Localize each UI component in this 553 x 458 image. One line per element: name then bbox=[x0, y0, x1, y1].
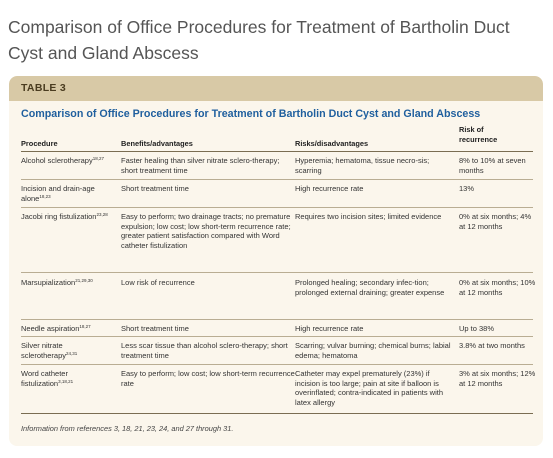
table-footnote: Information from references 3, 18, 21, 23, 24, and 27 through 31. bbox=[21, 424, 234, 433]
recurrence-cell: 0% at six months; 10% at 12 months bbox=[459, 278, 536, 297]
row-divider bbox=[21, 364, 533, 365]
header-rule bbox=[21, 151, 533, 152]
header-benefits: Benefits/advantages bbox=[121, 139, 193, 148]
benefits-cell: Easy to perform; low cost; low short-term recurrence rate bbox=[121, 369, 295, 388]
header-procedure: Procedure bbox=[21, 139, 58, 148]
table-label: TABLE 3 bbox=[21, 82, 67, 94]
table-caption: Comparison of Office Procedures for Treatment of Bartholin Duct Cyst and Gland Abscess bbox=[21, 108, 481, 120]
table-card bbox=[9, 76, 543, 446]
reference-superscript: 23,28 bbox=[96, 212, 108, 217]
recurrence-cell: 3.8% at two months bbox=[459, 341, 525, 350]
benefits-cell: Less scar tissue than alcohol sclero-therapy; short treatment time bbox=[121, 341, 288, 360]
procedure-cell: Silver nitrate sclerotherapy$^{24,31}$ bbox=[21, 341, 78, 360]
recurrence-cell: Up to 38% bbox=[459, 324, 495, 333]
benefits-cell: Easy to perform; two drainage tracts; no premature expulsion; low cost; low short-term recurrence rate; greater patient satisfaction compared with Word catheter fistulization bbox=[121, 212, 291, 250]
table-bottom-rule bbox=[21, 413, 533, 414]
page-title: Comparison of Office Procedures for Treatment of Bartholin Duct Cyst and Gland Abscess bbox=[8, 16, 510, 63]
risks-cell: Requires two incision sites; limited evidence bbox=[295, 212, 442, 221]
recurrence-cell: 8% to 10% at seven months bbox=[459, 156, 526, 175]
reference-superscript: 18,27 bbox=[92, 156, 104, 161]
reference-superscript: 3,18,21 bbox=[58, 378, 74, 384]
row-divider bbox=[21, 207, 533, 208]
reference-superscript: 21,29,30 bbox=[75, 278, 93, 283]
risks-cell: Scarring; vulvar burning; chemical burns; labial edema; hematoma bbox=[295, 341, 451, 360]
row-divider bbox=[21, 179, 533, 180]
header-recurrence-line1: Risk of bbox=[459, 125, 484, 134]
row-divider bbox=[21, 272, 533, 273]
recurrence-cell: 0% at six months; 4% at 12 months bbox=[459, 212, 532, 231]
risks-cell: High recurrence rate bbox=[295, 184, 364, 193]
benefits-cell: Short treatment time bbox=[121, 324, 189, 333]
procedure-cell: Needle aspiration$^{18,27}$ bbox=[21, 324, 91, 333]
reference-superscript: 18,23 bbox=[39, 193, 51, 199]
benefits-cell: Low risk of recurrence bbox=[121, 278, 195, 287]
procedure-cell: Alcohol sclerotherapy$^{18,27}$ bbox=[21, 156, 104, 165]
benefits-cell: Faster healing than silver nitrate sclero-therapy; short treatment time bbox=[121, 156, 280, 175]
risks-cell: High recurrence rate bbox=[295, 324, 364, 333]
reference-superscript: 18,27 bbox=[79, 324, 91, 329]
risks-cell: Hyperemia; hematoma, tissue necro-sis; scarring bbox=[295, 156, 430, 175]
risks-cell: Prolonged healing; secondary infec-tion; prolonged external draining; greater expense bbox=[295, 278, 445, 297]
header-risks: Risks/disadvantages bbox=[295, 139, 369, 148]
table-card-header bbox=[9, 76, 543, 101]
reference-superscript: 24,31 bbox=[66, 350, 78, 356]
procedure-cell: Incision and drain-age alone$^{18,23}$ bbox=[21, 184, 95, 203]
benefits-cell: Short treatment time bbox=[121, 184, 189, 193]
procedure-cell: Marsupialization$^{21,29,30}$ bbox=[21, 278, 93, 287]
recurrence-cell: 13% bbox=[459, 184, 475, 193]
procedure-cell: Jacobi ring fistulization$^{23,28}$ bbox=[21, 212, 108, 221]
header-recurrence-line2: recurrence bbox=[459, 135, 498, 144]
procedure-cell: Word catheter fistulization$^{3,18,21}$ bbox=[21, 369, 74, 388]
risks-cell: Catheter may expel prematurely (23%) if incision is too large; pain at site if balloon is overinflated; contra-indicated in patients with latex allergy bbox=[295, 369, 444, 407]
recurrence-cell: 3% at six months; 12% at 12 months bbox=[459, 369, 536, 388]
row-divider bbox=[21, 319, 533, 320]
row-divider bbox=[21, 336, 533, 337]
